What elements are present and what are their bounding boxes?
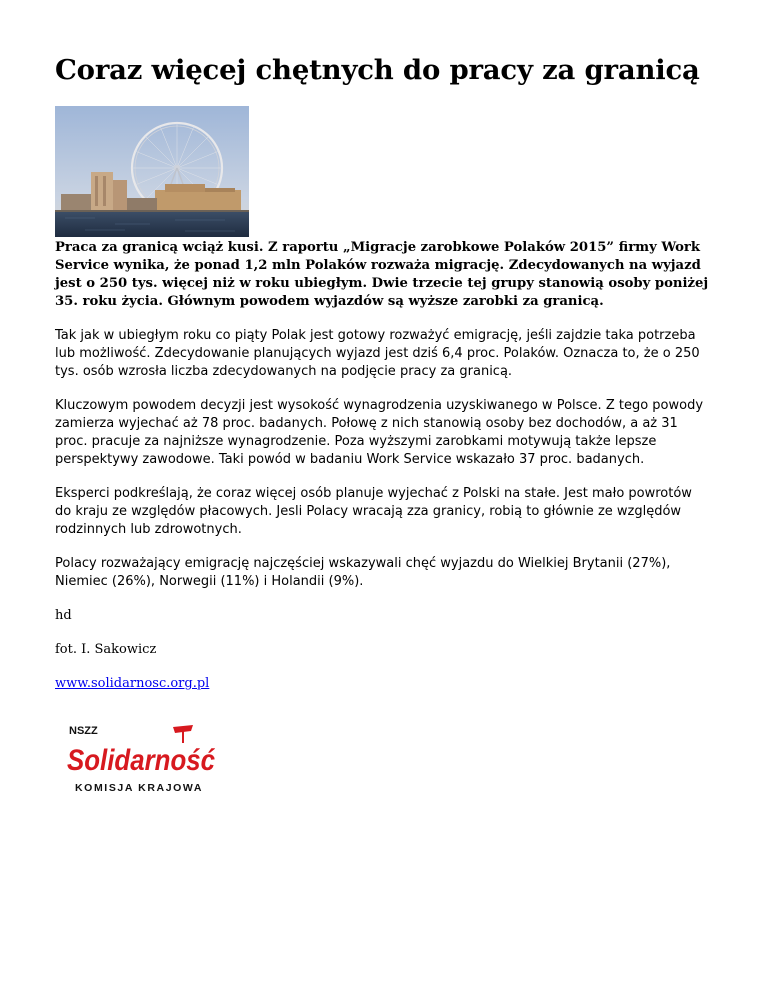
article-photo bbox=[55, 106, 249, 237]
article-paragraph: Kluczowym powodem decyzji jest wysokość wynagrodzenia uzyskiwanego w Polsce. Z tego powody zamierza wyjechać aż 78 proc. badanych. Połowę z nich stanowią osoby bez dochodów, a aż 31 proc. pracuje za najniższe wynagrodzenie. Poza wyższymi zarobkami motywują także lepsze perspektywy zawodowe. Taki powód w badaniu Work Service wskazało 37 proc. badanych. bbox=[55, 398, 704, 467]
solidarnosc-logo bbox=[65, 721, 217, 797]
photo-credit: fot. I. Sakowicz bbox=[55, 642, 157, 657]
article-lead: Praca za granicą wciąż kusi. Z raportu „Migracje zarobkowe Polaków 2015” firmy Work Service wynika, że ponad 1,2 mln Polaków rozważa migrację. Zdecydowanych na wyjazd jest o 250 tys. więcej niż w roku ubiegłym. Dwie trzecie tej grupy stanowią osoby poniżej 35. roku życia. Głównym powodem wyjazdów są wyższe zarobki za granicą. bbox=[55, 240, 709, 309]
logo-main-text: Solidarność bbox=[67, 744, 216, 777]
article-title: Coraz więcej chętnych do pracy za granicą bbox=[55, 54, 700, 86]
article-paragraph: Eksperci podkreślają, że coraz więcej osób planuje wyjechać z Polski na stałe. Jest mało powrotów do kraju ze względów płacowych. Jesli Polacy wracają zza granicy, robią to głównie ze względów rodzinnych lub zdrowotnych. bbox=[55, 486, 692, 537]
author-signature: hd bbox=[55, 608, 72, 623]
article-paragraph: Polacy rozważający emigrację najczęściej wskazywali chęć wyjazdu do Wielkiej Brytanii (27%), Niemiec (26%), Norwegii (11%) i Holandii (9%). bbox=[55, 556, 671, 589]
source-link-line bbox=[55, 675, 712, 693]
logo-bottom-text: KOMISJA KRAJOWA bbox=[75, 782, 204, 794]
source-link[interactable]: www.solidarnosc.org.pl bbox=[55, 676, 210, 691]
article-paragraph: Tak jak w ubiegłym roku co piąty Polak jest gotowy rozważyć emigrację, jeśli zajdzie taka potrzeba lub możliwość. Zdecydowanie planujących wyjazd jest dziś 6,4 proc. Polaków. Oznacza to, że o 250 tys. osób wzrosła liczba zdecydowanych na podjęcie pracy za granicą. bbox=[55, 328, 700, 379]
logo-top-text: NSZZ bbox=[69, 725, 98, 737]
